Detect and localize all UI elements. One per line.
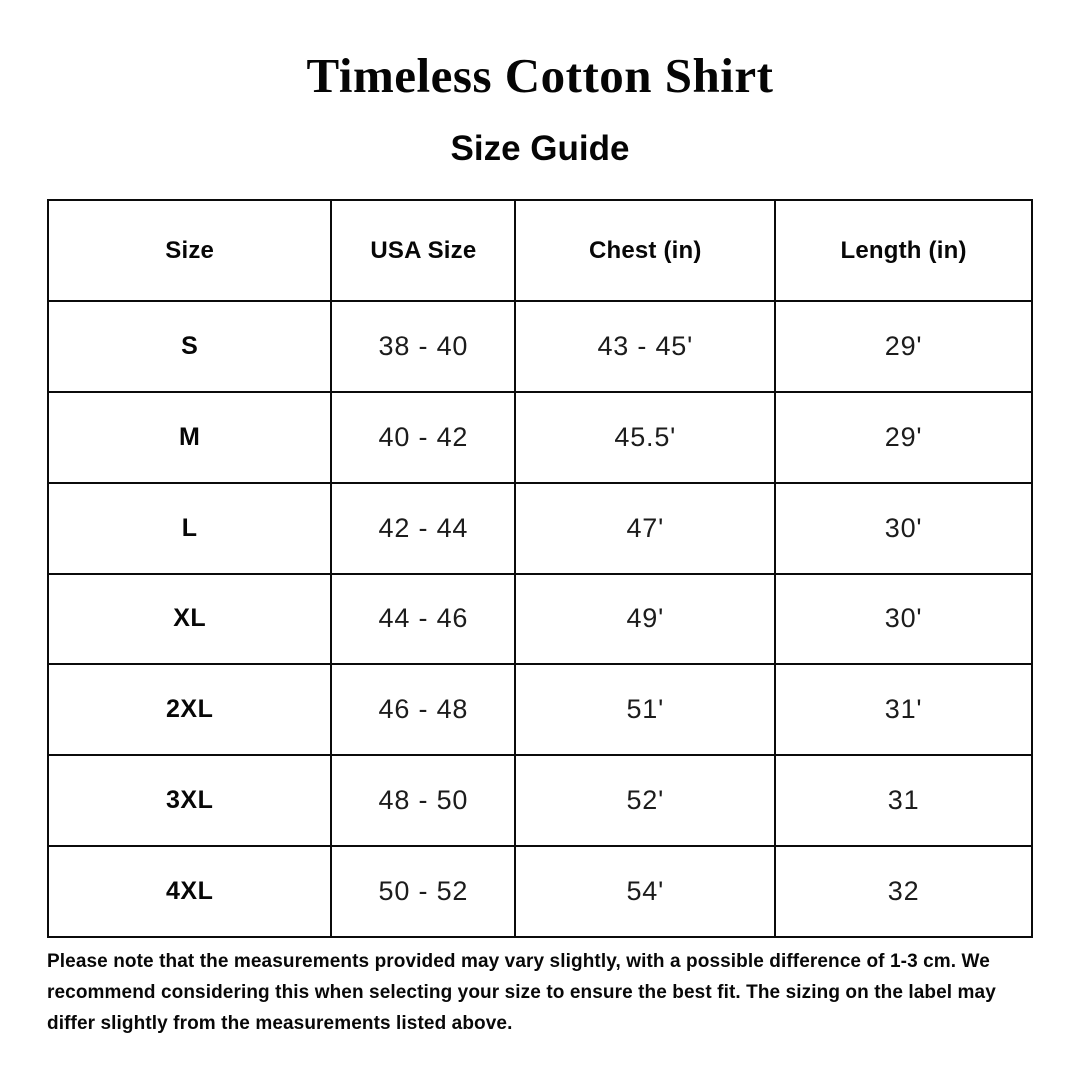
size-label: 2XL — [48, 664, 331, 755]
table-row-4xl — [48, 846, 1032, 937]
usa-size-value: 40 - 42 — [331, 392, 515, 483]
size-label: L — [48, 483, 331, 574]
length-value: 29' — [775, 301, 1032, 392]
chest-value: 49' — [515, 574, 775, 665]
size-label: S — [48, 301, 331, 392]
table-row-s — [48, 301, 1032, 392]
size-label: M — [48, 392, 331, 483]
table-row-2xl — [48, 664, 1032, 755]
table-row-m — [48, 392, 1032, 483]
table-header-row — [48, 200, 1032, 301]
size-guide-table — [47, 199, 1033, 938]
measurement-note: Please note that the measurements provided may vary slightly, with a possible difference of 1-3 cm. We recommend considering this when selecting your size to ensure the best fit. The sizing on the label may differ slightly from the measurements listed above. — [47, 951, 996, 1034]
usa-size-value: 46 - 48 — [331, 664, 515, 755]
column-header-size: Size — [48, 200, 331, 301]
chest-value: 47' — [515, 483, 775, 574]
length-value: 29' — [775, 392, 1032, 483]
chest-value: 43 - 45' — [515, 301, 775, 392]
usa-size-value: 42 - 44 — [331, 483, 515, 574]
chest-value: 52' — [515, 755, 775, 846]
usa-size-value: 44 - 46 — [331, 574, 515, 665]
length-value: 31' — [775, 664, 1032, 755]
table-row-l — [48, 483, 1032, 574]
usa-size-value: 48 - 50 — [331, 755, 515, 846]
length-value: 31 — [775, 755, 1032, 846]
length-value: 32 — [775, 846, 1032, 937]
chest-value: 54' — [515, 846, 775, 937]
size-guide-heading: Size Guide — [450, 129, 630, 168]
length-value: 30' — [775, 574, 1032, 665]
usa-size-value: 50 - 52 — [331, 846, 515, 937]
length-value: 30' — [775, 483, 1032, 574]
column-header-length: Length (in) — [775, 200, 1032, 301]
chest-value: 51' — [515, 664, 775, 755]
product-title: Timeless Cotton Shirt — [306, 48, 774, 103]
column-header-usa-size: USA Size — [331, 200, 515, 301]
table-row-xl — [48, 574, 1032, 665]
size-label: 3XL — [48, 755, 331, 846]
column-header-chest: Chest (in) — [515, 200, 775, 301]
usa-size-value: 38 - 40 — [331, 301, 515, 392]
table-row-3xl — [48, 755, 1032, 846]
size-label: XL — [48, 574, 331, 665]
size-label: 4XL — [48, 846, 331, 937]
chest-value: 45.5' — [515, 392, 775, 483]
